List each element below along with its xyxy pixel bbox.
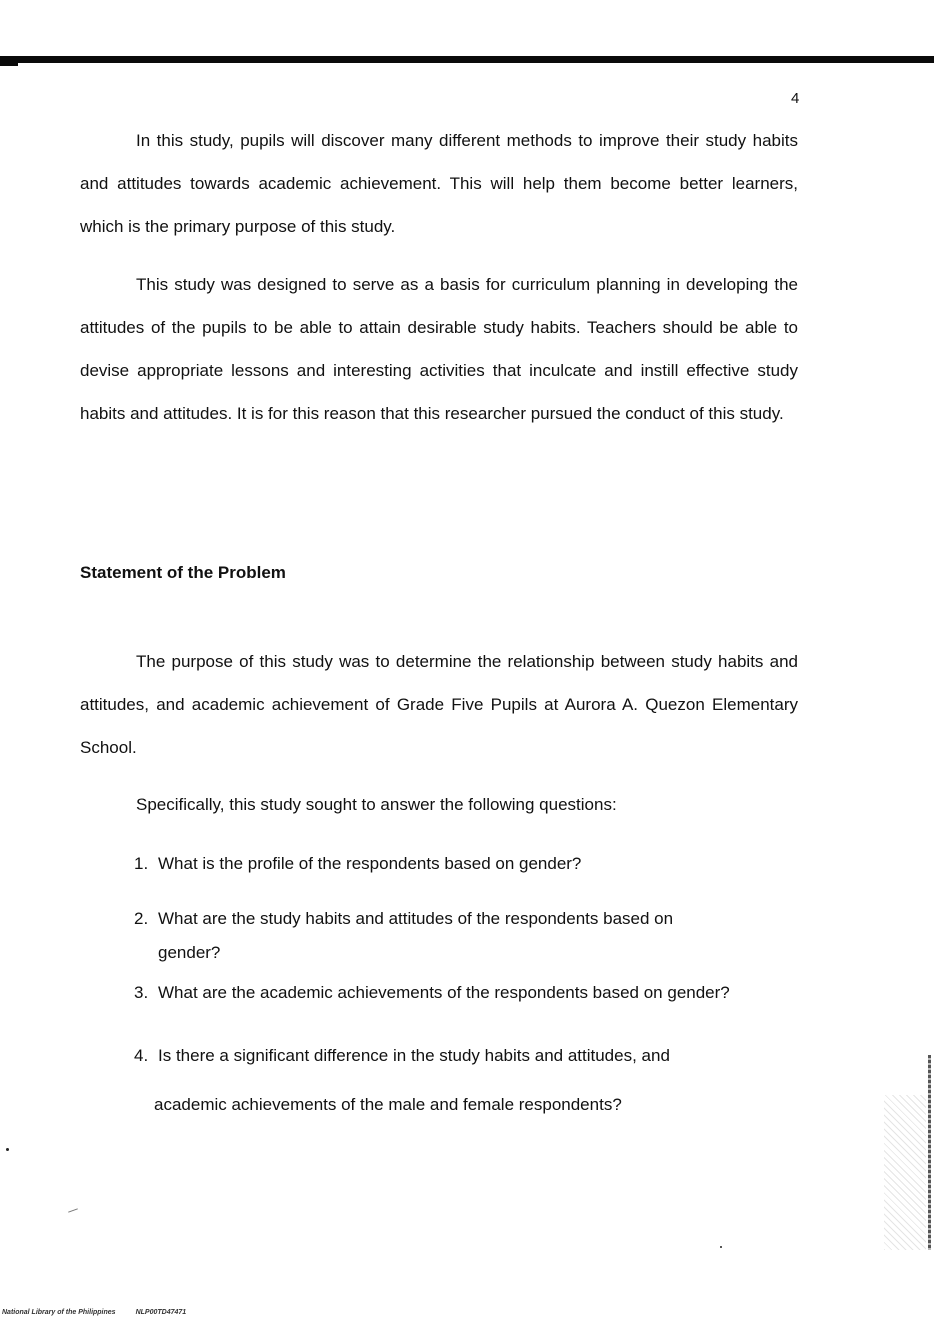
scan-artifact-mark: [68, 1208, 78, 1212]
question-text: Is there a significant difference in the study habits and attitudes, and: [158, 1046, 670, 1065]
scan-footer: [2, 1309, 186, 1316]
question-text-continued: academic achievements of the male and female respondents?: [154, 1095, 622, 1114]
question-text: What is the profile of the respondents based on gender?: [158, 854, 582, 873]
footer-source: National Library of the Philippines: [2, 1309, 116, 1316]
paragraph-study-purpose: [80, 640, 798, 769]
paragraph-purpose-of-study: [80, 119, 798, 248]
page-number: 4: [791, 90, 800, 107]
scan-artifact-edge: [928, 1055, 931, 1250]
question-item: [134, 902, 814, 970]
questions-intro: Specifically, this study sought to answer the following questions:: [136, 795, 617, 814]
footer-code: NLP00TD47471: [135, 1309, 187, 1316]
question-text: What are the study habits and attitudes of the respondents based on: [158, 909, 674, 928]
section-heading: Statement of the Problem: [80, 563, 286, 582]
question-number: 2.: [134, 909, 149, 928]
paragraph-curriculum-basis: [80, 263, 798, 435]
question-item: [134, 1031, 814, 1129]
question-item: [134, 983, 814, 1003]
question-text: What are the academic achievements of the respondents based on gender?: [158, 983, 730, 1002]
paragraph-text: The purpose of this study was to determine the relationship between study habits and attitudes, and academic achievement of Grade Five Pupils at Aurora A. Quezon Elementary School.: [80, 652, 798, 757]
paragraph-text: This study was designed to serve as a basis for curriculum planning in developing the attitudes of the pupils to be able to attain desirable study habits. Teachers should be able to devise appropriate lessons and interesting activities that inculcate and instill effective study habits and attitudes. It is for this reason that this researcher pursued the conduct of this study.: [80, 275, 798, 423]
scan-artifact-dot: [6, 1148, 9, 1151]
question-text-continued: gender?: [158, 943, 221, 962]
question-number: 3.: [134, 983, 149, 1002]
question-number: 1.: [134, 854, 149, 873]
paragraph-text: In this study, pupils will discover many different methods to improve their study habits and attitudes towards academic achievement. This will help them become better learners, which is the primary purpose of this study.: [80, 131, 798, 236]
question-number: 4.: [134, 1046, 149, 1065]
scan-artifact-dot: [720, 1246, 722, 1248]
scan-artifact-speckle: [884, 1095, 926, 1250]
top-border-rule: [0, 56, 934, 63]
question-item: [134, 854, 814, 874]
